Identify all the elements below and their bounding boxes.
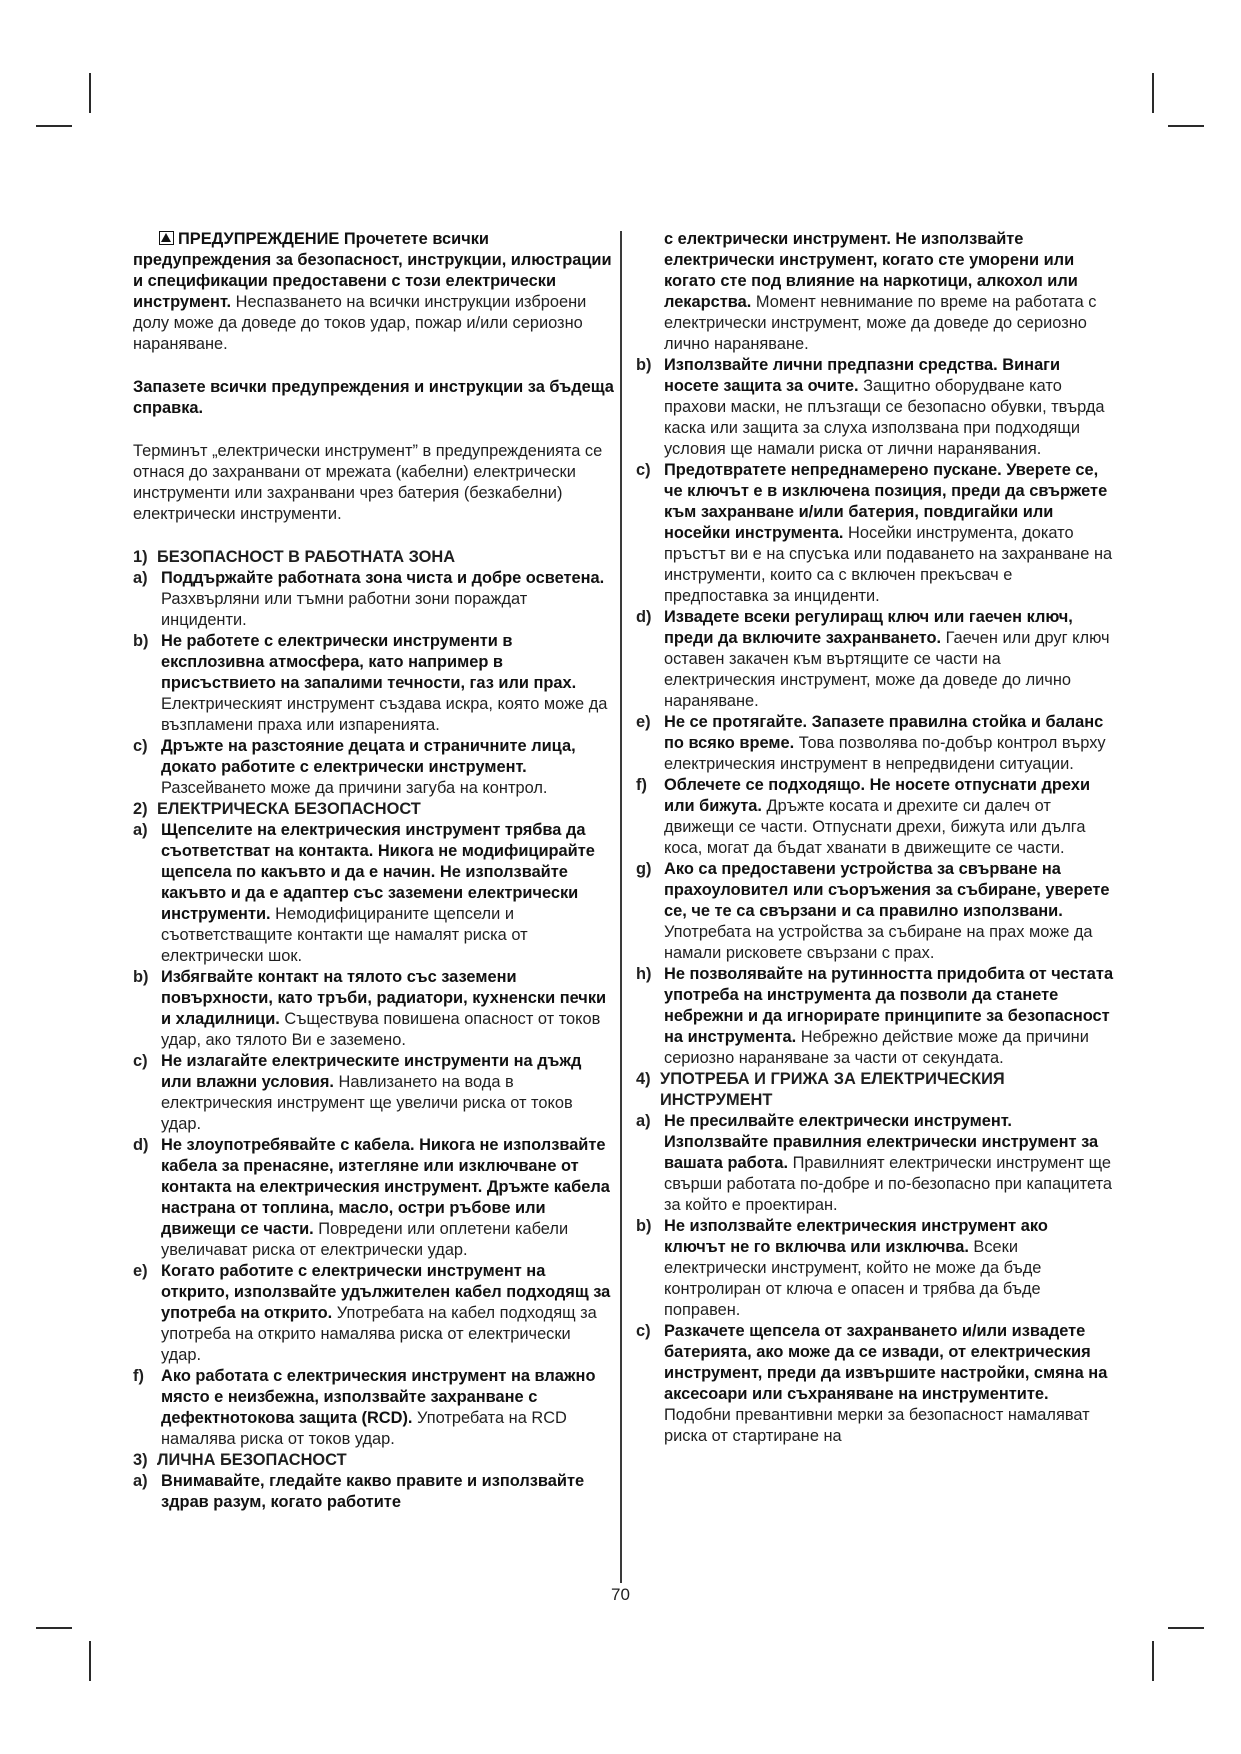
list-item-continued: с електрически инструмент. Не използвайте електрически инструмент, когато сте уморени или когато сте под влияние на наркотици, алкохол или лекарства. Момент невнимание по време на работата с електрически инструмент, може да доведе до сериозно лично нараняване.	[664, 230, 1097, 353]
section-heading: 3) ЛИЧНА БЕЗОПАСНОСТ	[133, 1451, 347, 1469]
page-number: 70	[611, 1585, 630, 1604]
list-item: b) Избягвайте контакт на тялото със заземени повърхности, като тръби, радиатори, кухненски печки и хладилници. Съществува повишена опасност от токов удар, ако тялото Ви е заземено.	[133, 968, 607, 1049]
warning-label: ПРЕДУПРЕЖДЕНИЕ	[178, 230, 340, 248]
section-heading: 2) ЕЛЕКТРИЧЕСКА БЕЗОПАСНОСТ	[133, 800, 421, 818]
crop-mark	[36, 1627, 72, 1629]
list-item: b) Използвайте лични предпазни средства. Винаги носете защита за очите. Защитно оборудване като прахови маски, не плъзгащи се безопасно обувки, твърда каска или защита за слуха използвана при подходящи условия ще намали риска от лични наранявания.	[636, 356, 1105, 458]
term-note: Терминът „електрически инструмент” в предупрежденията се отнася до захранвани от мрежата (кабелни) електрически инструменти или захранвани чрез батерия (безкабелни) електрически инструменти.	[133, 442, 603, 523]
warning-text: Неспазването на всички инструкции изброени долу може да доведе до токов удар, пожар и/или сериозно нараняване.	[133, 293, 587, 353]
list-item: a) Поддържайте работната зона чиста и добре осветена. Разхвърляни или тъмни работни зони пораждат инциденти.	[133, 569, 605, 629]
crop-mark	[1168, 1627, 1204, 1629]
left-column	[133, 229, 615, 1513]
list-item: c) Не излагайте електрическите инструменти на дъжд или влажни условия. Навлизането на вода в електрическия инструмент ще увеличи риска от токов удар.	[133, 1052, 582, 1133]
right-column	[636, 229, 1114, 1447]
crop-mark	[1152, 73, 1154, 113]
crop-mark	[1168, 125, 1204, 127]
list-item: d) Не злоупотребявайте с кабела. Никога не използвайте кабела за пренасяне, изтегляне или изключване от контакта на електрическия инструмент. Дръжте кабела настрана от топлина, масло, остри ръбове или движещи се части. Повредени или оплетени кабели увеличават риска от електрически удар.	[133, 1136, 610, 1259]
list-item: b) Не работете с електрически инструменти в експлозивна атмосфера, като например в присъствието на запалими течности, газ или прах. Електрическият инструмент създава искра, която може да възпламени праха или изпаренията.	[133, 632, 608, 734]
list-item: c) Разкачете щепсела от захранването и/или извадете батерията, ако може да се извади, от електрическия инструмент, преди да извършите настройки, смяна на аксесоари или съхраняване на инструментите. Подобни превантивни мерки за безопасност намаляват риска от стартиране на	[636, 1322, 1108, 1445]
list-item: e) Не се протягайте. Запазете правилна стойка и баланс по всяко време. Това позволява по-добър контрол върху електрическия инструмент в непредвидени ситуации.	[636, 713, 1106, 773]
list-item: c) Предотвратете непреднамерено пускане. Уверете се, че ключът е в изключена позиция, преди да свържете към захранване и/или батерия, повдигайки или носейки инструмента. Носейки инструмента, докато пръстът ви е на спусъка или подаването на захранване на инструменти, които са с включен прекъсвач е предпоставка за инциденти.	[636, 461, 1113, 605]
list-item: f) Ако работата с електрическия инструмент на влажно място е неизбежна, използвайте захранване с дефектнотокова защита (RCD). Употребата на RCD намалява риска от токов удар.	[133, 1367, 596, 1448]
list-item: a) Не пресилвайте електрически инструмент. Използвайте правилния електрически инструмент за вашата работа. Правилният електрически инструмент ще свърши работата по-добре и по-безопасно при капацитета за който е проектиран.	[636, 1112, 1113, 1214]
list-item: e) Когато работите с електрически инструмент на открито, използвайте удължителен кабел подходящ за употреба на открито. Употребата на кабел подходящ за употреба на открито намалява риска от електрически удар.	[133, 1262, 611, 1364]
list-item: b) Не използвайте електрическия инструмент ако ключът не го включва или изключва. Всеки електрически инструмент, който не може да бъде контролиран от ключа е опасен и трябва да бъде поправен.	[636, 1217, 1048, 1319]
list-item: a) Внимавайте, гледайте какво правите и използвайте здрав разум, когато работите	[133, 1472, 585, 1511]
column-divider	[620, 231, 622, 1583]
list-item: d) Извадете всеки регулиращ ключ или гаечен ключ, преди да включите захранването. Гаечен или друг ключ оставен закачен към въртящите се части на електрическия инструмент, може да доведе до лично нараняване.	[636, 608, 1110, 710]
list-item: h) Не позволявайте на рутинността придобита от честата употреба на инструмента да позволи да станете небрежни и да игнорирате принципите за безопасност на инструмента. Небрежно действие може да причини сериозно нараняване за части от секундата.	[636, 965, 1114, 1067]
crop-mark	[89, 1641, 91, 1681]
crop-mark	[1152, 1641, 1154, 1681]
section-heading: 4) УПОТРЕБА И ГРИЖА ЗА ЕЛЕКТРИЧЕСКИЯ ИНСТРУМЕНТ	[636, 1070, 1005, 1109]
crop-mark	[36, 125, 72, 127]
list-item: a) Щепселите на електрическия инструмент трябва да съответстват на контакта. Никога не модифицирайте щепсела по какъвто и да е начин. Не използвайте какъвто и да е адаптер със заземени електрически инструменти. Немодифицираните щепсели и съответстващите контакти ще намалят риска от електрически шок.	[133, 821, 595, 965]
section-heading: 1) БЕЗОПАСНОСТ В РАБОТНАТА ЗОНА	[133, 548, 456, 566]
list-item: c) Дръжте на разстояние децата и страничните лица, докато работите с електрически инструмент. Разсейването може да причини загуба на контрол.	[133, 737, 576, 797]
list-item: g) Ако са предоставени устройства за свърване на прахоуловител или съоръжения за събиране, уверете се, че те са свързани и са правилно използвани. Употребата на устройства за събиране на прах може да намали рисковете свързани с прах.	[636, 860, 1110, 962]
warning-paragraph	[133, 229, 615, 355]
crop-mark	[89, 73, 91, 113]
warning-bold: Прочетете всички предупреждения за безопасност, инструкции, илюстрации и спецификации предоставени с този електрически инструмент.	[133, 230, 612, 311]
save-note: Запазете всички предупреждения и инструкции за бъдеща справка.	[133, 378, 614, 417]
warning-triangle-icon	[159, 231, 174, 245]
list-item: f) Облечете се подходящо. Не носете отпуснати дрехи или бижута. Дръжте косата и дрехите си далеч от движещи се части. Отпуснати дрехи, бижута или дълга коса, могат да бъдат хванати в движещите се части.	[636, 776, 1091, 857]
